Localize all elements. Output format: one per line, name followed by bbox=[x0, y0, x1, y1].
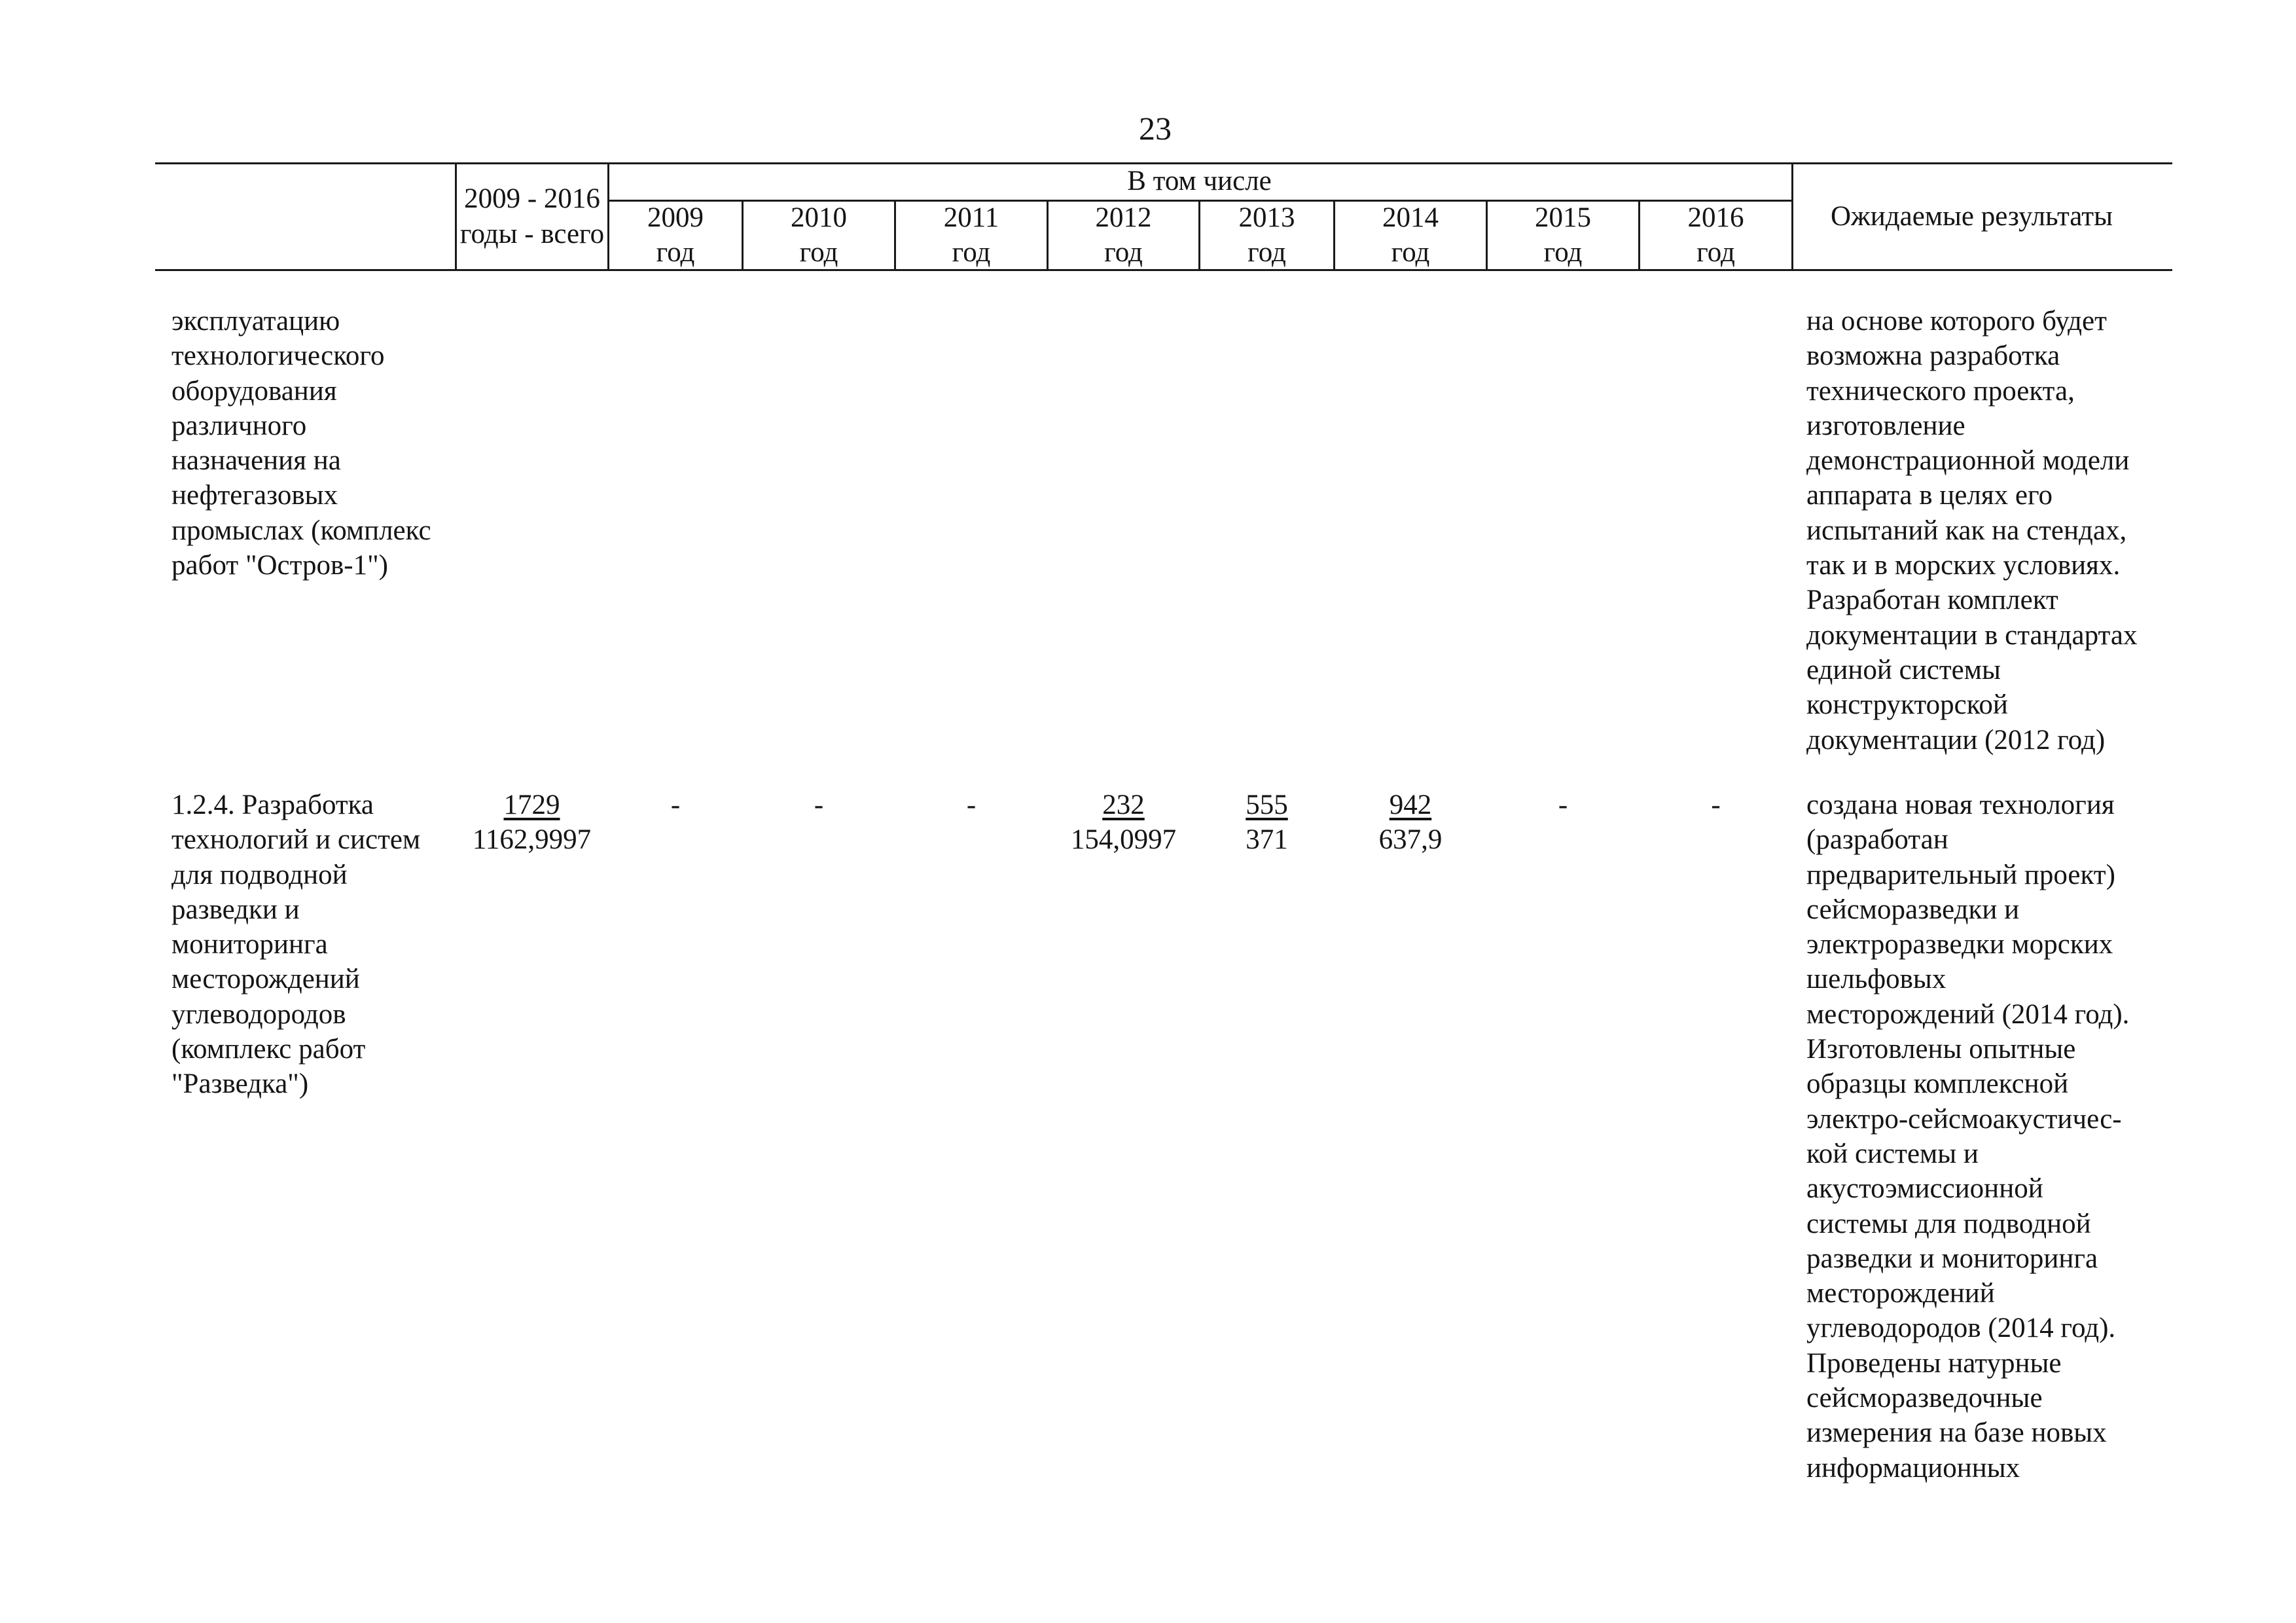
row2-2015-value: - bbox=[1558, 790, 1568, 820]
header-year-2013: 2013 bbox=[1238, 202, 1295, 233]
row2-total-planned: 1729 bbox=[503, 790, 560, 820]
header-year-2012: 2012 bbox=[1095, 202, 1152, 233]
page-number: 23 bbox=[1139, 110, 1172, 147]
row2-2013-planned: 555 bbox=[1246, 790, 1288, 820]
header-unit-2010: год bbox=[799, 237, 838, 268]
row2-2012-planned: 232 bbox=[1102, 790, 1145, 820]
header-unit-2011: год bbox=[952, 237, 991, 268]
header-year-2016: 2016 bbox=[1687, 202, 1744, 233]
header-unit-2012: год bbox=[1104, 237, 1143, 268]
row1-activity-name: эксплуатацию технологического оборудования различного назначения на нефтегазовых промыслах (комплекс работ "Остров-1") bbox=[171, 306, 431, 581]
header-results: Ожидаемые результаты bbox=[1831, 201, 2113, 232]
row2-expected-results: создана новая технология (разработан предварительный проект) сейсморазведки и электроразведки морских шельфовых месторождений (2014 год). Изготовлены опытные образцы комплексной электро-сейсмоакустичес- кой системы и акустоэмиссионной системы для подводной разведки и мониторинга месторождений углеводородов (2014 год). Проведены натурные сейсморазведочные измерения на базе новых информационных bbox=[1806, 790, 2130, 1484]
header-total-line2: годы - всего bbox=[459, 219, 605, 249]
header-year-2015: 2015 bbox=[1535, 202, 1591, 233]
header-year-2009: 2009 bbox=[647, 202, 704, 233]
row2-total-actual: 1162,9997 bbox=[472, 824, 592, 855]
header-in-including: В том числе bbox=[1127, 166, 1272, 196]
header-total-line1: 2009 - 2016 bbox=[464, 183, 600, 214]
header-year-2014: 2014 bbox=[1382, 202, 1439, 233]
row2-2011-value: - bbox=[966, 790, 977, 820]
header-year-2010: 2010 bbox=[791, 202, 847, 233]
header-unit-2009: год bbox=[656, 237, 695, 268]
row2-2014-planned: 942 bbox=[1389, 790, 1432, 820]
row2-2012-actual: 154,0997 bbox=[1070, 824, 1177, 855]
header-unit-2015: год bbox=[1543, 237, 1583, 268]
header-unit-2014: год bbox=[1391, 237, 1430, 268]
row2-2010-value: - bbox=[814, 790, 824, 820]
row2-activity-name: 1.2.4. Разработка технологий и систем для подводной разведки и мониторинга месторождений углеводородов (комплекс работ "Разведка") bbox=[171, 790, 421, 1100]
header-divider-results bbox=[1791, 162, 1793, 270]
row2-2013-actual: 371 bbox=[1246, 824, 1288, 855]
row2-2016-value: - bbox=[1711, 790, 1721, 820]
row1-expected-results: на основе которого будет возможна разработка технического проекта, изготовление демонстрационной модели аппарата в целях его испытаний как на стендах, так и в морских условиях. Разработан комплект документации в стандартах единой системы конструкторской документации (2012 год) bbox=[1806, 306, 2138, 756]
row2-2014-actual: 637,9 bbox=[1378, 824, 1443, 855]
header-year-2011: 2011 bbox=[943, 202, 999, 233]
row2-2009-value: - bbox=[670, 790, 681, 820]
header-unit-2016: год bbox=[1696, 237, 1735, 268]
header-unit-2013: год bbox=[1247, 237, 1286, 268]
